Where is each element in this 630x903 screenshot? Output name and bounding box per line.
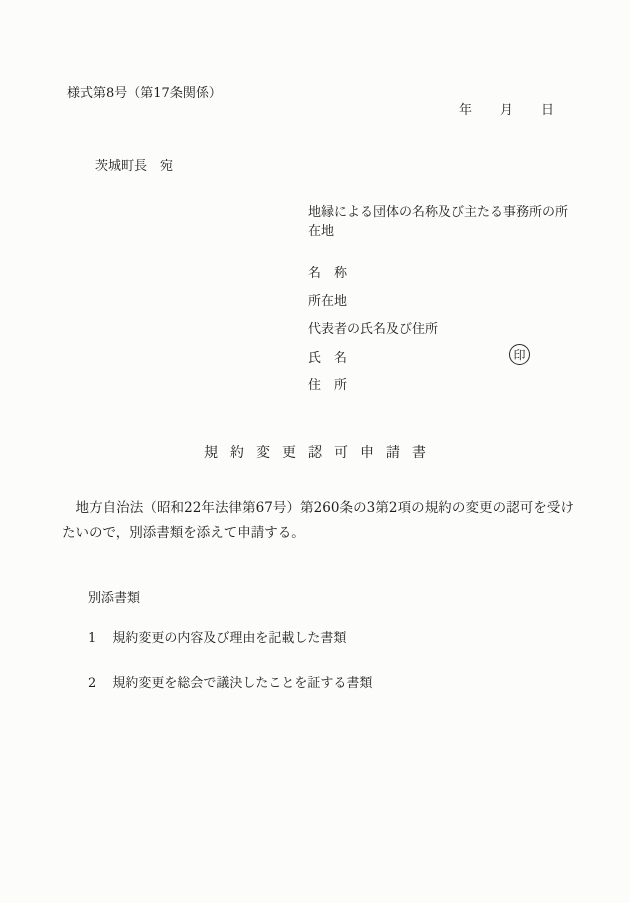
rep-name-field-label: 氏 名 xyxy=(308,351,348,366)
document-title: 規約変更認可申請書 xyxy=(204,445,438,461)
form-number: 様式第8号（第17条関係） xyxy=(67,86,222,101)
org-location-field-label: 所在地 xyxy=(308,294,348,309)
attachment-item-text: 規約変更の内容及び理由を記載した書類 xyxy=(112,631,347,646)
attachments-heading: 別添書類 xyxy=(88,591,141,606)
date-line xyxy=(459,99,554,118)
org-name-office-label: 地縁による団体の名称及び主たる事務所の所在地 xyxy=(308,205,569,239)
addressee: 茨城町長 宛 xyxy=(95,159,174,174)
date-month-label: 月 xyxy=(500,103,514,118)
attachment-item-text: 規約変更を総会で議決したことを証する書類 xyxy=(112,676,373,691)
org-name-field-label: 名 称 xyxy=(308,266,348,281)
seal-placeholder-icon: 印 xyxy=(509,344,530,365)
body-paragraph: 地方自治法（昭和22年法律第67号）第260条の3第2項の規約の変更の認可を受けたいので，別添書類を添えて申請する。 xyxy=(62,500,574,541)
representative-label: 代表者の氏名及び住所 xyxy=(308,322,439,337)
attachment-item-number: 1 xyxy=(88,631,97,646)
attachment-item xyxy=(88,672,372,691)
attachment-item-number: 2 xyxy=(88,676,97,691)
date-day-label: 日 xyxy=(541,103,555,118)
attachment-item xyxy=(88,627,346,646)
date-year-label: 年 xyxy=(459,103,473,118)
rep-address-field-label: 住 所 xyxy=(308,378,348,393)
